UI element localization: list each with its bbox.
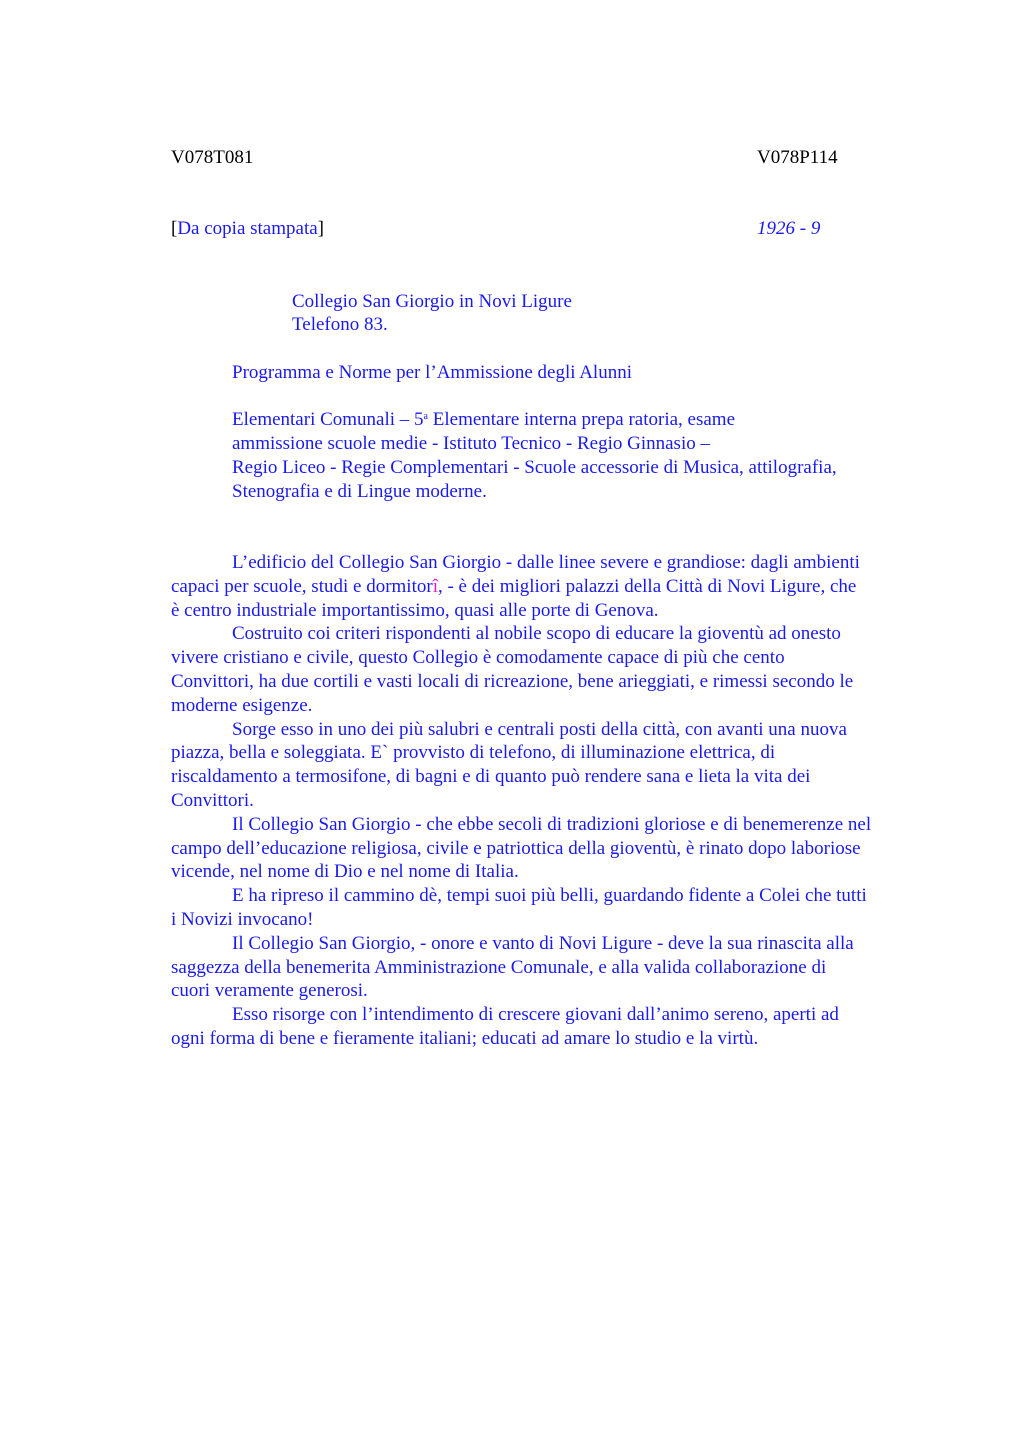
paragraph-3-line-2: piazza, bella e soleggiata. E` provvisto di telefono, di illuminazione elettrica, di	[171, 742, 776, 764]
paragraph-1-line-3: è centro industriale importantissimo, quasi alle porte di Genova.	[171, 599, 659, 621]
courses-line-4: Stenografia e di Lingue moderne.	[232, 481, 487, 502]
courses-line-1-a: Elementari Comunali – 5	[232, 409, 424, 430]
paragraph-2-line-1: Costruito coi criteri rispondenti al nobile scopo di educare la gioventù ad onesto	[232, 623, 841, 645]
document-date: 1926 - 9	[757, 218, 821, 239]
paragraph-3-line-4: Convittori.	[171, 789, 254, 811]
body-text	[171, 551, 931, 1051]
paragraph-6-line-2: saggezza della benemerita Amministrazione Comunale, e alla valida collaborazione di	[171, 956, 827, 978]
paragraph-3-line-3: riscaldamento a termosifone, di bagni e di quanto può rendere sana e lieta la vita dei	[171, 766, 811, 788]
paragraph-2-line-2: vivere cristiano e civile, questo Collegio è comodamente capace di più che cento	[171, 647, 785, 669]
source-text: Da copia stampata	[177, 218, 318, 239]
paragraph-5-line-2: i Novizi invocano!	[171, 908, 314, 930]
paragraph-6-line-1: Il Collegio San Giorgio, - onore e vanto di Novi Ligure - deve la sua rinascita alla	[232, 932, 854, 954]
paragraph-4-line-3: vicende, nel nome di Dio e nel nome di Italia.	[171, 861, 519, 883]
paragraph-1-line-2-a: capaci per scuole, studi e dormitor	[171, 575, 433, 597]
document-code-left: V078T081	[171, 147, 254, 168]
paragraph-1-line-2-b: , - è dei migliori palazzi della Città di Novi Ligure, che	[437, 575, 857, 597]
courses-line-1-b: Elementare interna prepa ratoria, esame	[428, 409, 735, 430]
institution-phone: Telefono 83.	[292, 314, 388, 335]
courses-line-2: ammissione scuole medie - Istituto Tecnico - Regio Ginnasio –	[232, 433, 710, 454]
courses-line-3: Regio Liceo - Regie Complementari - Scuole accessorie di Musica, attilografia,	[232, 457, 837, 478]
institution-name: Collegio San Giorgio in Novi Ligure	[292, 291, 572, 312]
paragraph-4-line-2: campo dell’educazione religiosa, civile e patriottica della gioventù, è rinato dopo laboriose	[171, 837, 861, 859]
courses-line-1	[232, 408, 735, 432]
paragraph-2-line-4: moderne esigenze.	[171, 694, 313, 716]
paragraph-7-line-2: ogni forma di bene e fieramente italiani; educati ad amare lo studio e la virtù.	[171, 1027, 759, 1049]
courses-superscript: a	[423, 411, 428, 422]
paragraph-1-line-2	[171, 575, 931, 599]
paragraph-2-line-3: Convittori, ha due cortili e vasti locali di ricreazione, bene arieggiati, e rimessi secondo le	[171, 670, 854, 692]
document-code-right: V078P114	[757, 147, 838, 168]
source-bracket-open: [	[171, 218, 178, 239]
paragraph-6-line-3: cuori veramente generosi.	[171, 980, 368, 1002]
source-note	[171, 217, 324, 241]
paragraph-7-line-1: Esso risorge con l’intendimento di crescere giovani dall’animo sereno, aperti ad	[232, 1004, 839, 1026]
source-bracket-close: ]	[317, 218, 324, 239]
paragraph-1-line-1: L’edificio del Collegio San Giorgio - dalle linee severe e grandiose: dagli ambienti	[232, 552, 860, 573]
program-title: Programma e Norme per l’Ammissione degli Alunni	[232, 362, 632, 383]
paragraph-3-line-1: Sorge esso in uno dei più salubri e centrali posti della città, con avanti una nuova	[232, 718, 847, 740]
highlighted-character: î	[432, 575, 438, 597]
paragraph-4-line-1: Il Collegio San Giorgio - che ebbe secoli di tradizioni gloriose e di benemerenze nel	[232, 813, 872, 835]
paragraph-5-line-1: E ha ripreso il cammino dè, tempi suoi più belli, guardando fidente a Colei che tutti	[232, 885, 867, 907]
